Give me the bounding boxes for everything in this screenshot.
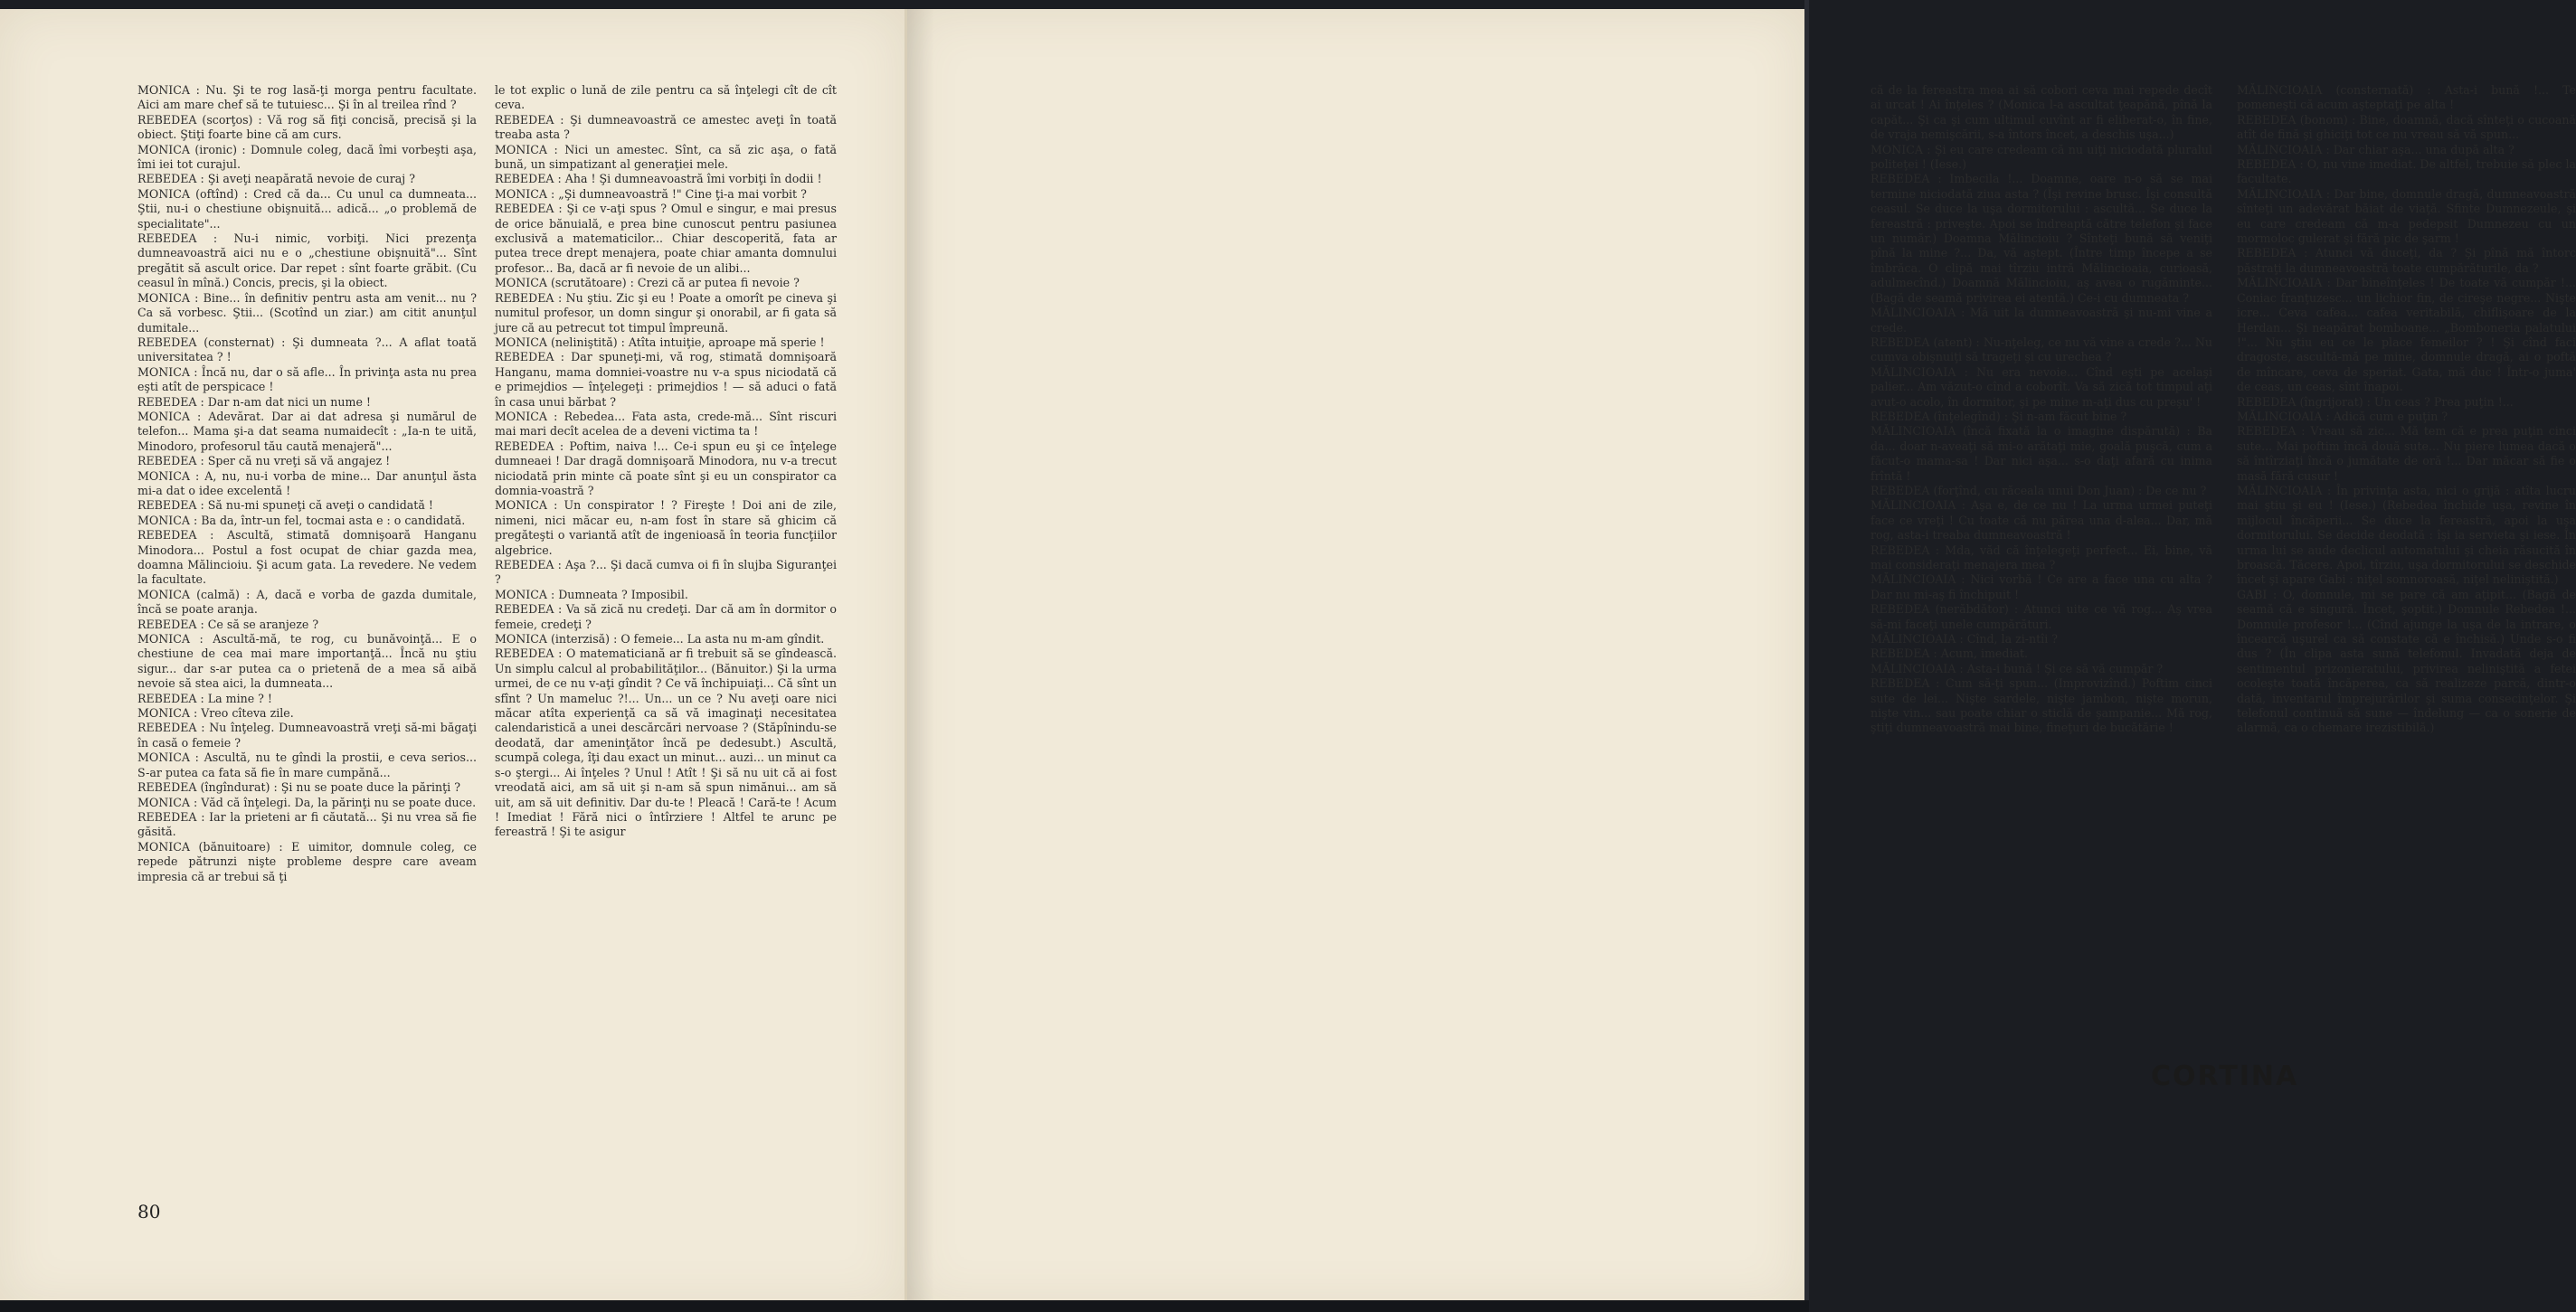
book-cover-edge (1804, 0, 1809, 1312)
right-page-column-1 (1870, 83, 2212, 1033)
curtain-heading: CORTINA (2151, 1061, 2299, 1092)
dialogue-text: le tot explic o lună de zile pentru ca să înţelegi cît de cît ceva. REBEDEA : Şi dumneavoastră ce amestec aveţi în toată treaba asta ? MONICA : Nici un amestec. Sînt, ca să zic aşa, o fată bună, un simpatizant al generaţiei mele. REBEDEA : Aha ! Şi dumneavoastră îmi vorbiţi în dodii ! MONICA : „Şi dumneavoastră !" Cine ţi-a mai vorbit ? REBEDEA : Şi ce v-aţi spus ? Omul e singur, e mai presus de orice bănuială, e prea bine cunoscut pentru pasiunea exclusivă a matematicilor... Chiar descoperită, fata ar putea trece drept menajera, poate chiar amanta domnului profesor... Ba, dacă ar fi nevoie de un alibi... MONICA (scrutătoare) : Crezi că ar putea fi nevoie ? REBEDEA : Nu ştiu. Zic şi eu ! Poate a omorît pe cineva şi numitul profesor, un domn singur şi onorabil, ar fi gata să jure că au petrecut tot timpul împreună. MONICA (neliniştită) : Atîta intuiţie, aproape mă sperie ! REBEDEA : Dar spuneţi-mi, vă rog, stimată domnişoară Hanganu, mama domniei-voastre nu v-a spus niciodată că e primejdios — înţelegeţi : primejdios ! — să aduci o fată în casa unui bărbat ? MONICA : Rebedea... Fata asta, crede-mă... Sînt riscuri mai mari decît acelea de a deveni victima ta ! REBEDEA : Poftim, naiva !... Ce-i spun eu şi ce înţelege dumneaei ! Dar dragă domnişoară Minodora, nu v-a trecut niciodată prin minte că poate sînt şi eu un conspirator ca domnia-voastră ? MONICA : Un conspirator ! ? Fireşte ! Doi ani de zile, nimeni, nici măcar eu, n-am fost în stare să ghicim că pregăteşti o variantă atît de ingenioasă în teoria funcţiilor algebrice. REBEDEA : Aşa ?... Şi dacă cumva oi fi în slujba Siguranţei ? MONICA : Dumneata ? Imposibil. REBEDEA : Va să zică nu credeţi. Dar că am în dormitor o femeie, credeţi ? MONICA (interzisă) : O femeie... La asta nu m-am gîndit. REBEDEA : O matematiciană ar fi trebuit să se gîndească. Un simplu calcul al probabilităţilor... (Bănuitor.) Şi la urma urmei, de ce nu v-aţi gîndit ? Ce vă închipuiaţi... Că sînt un sfînt ? Un mameluc ?!... Un... un ce ? Nu aveţi oare nici măcar atîta experienţă ca să vă imaginaţi necesitatea calendaristică a unei descărcări nervoase ? (Stăpînindu-se deodată, dar ameninţător încă pe dedesubt.) Ascultă, scumpă colega, îţi dau exact un minut... auzi... un minut ca s-o ştergi... Ai înţeles ? Unul ! Atît ! Şi să nu uit că ai fost vreodată aici, am să uit şi n-am să spun nimănui... am să uit, am să uit definitiv. Dar du-te ! Pleacă ! Cară-te ! Acum ! Imediat ! Fără nici o întîrziere ! Altfel te arunc pe fereastră ! Şi te asigur (495, 83, 837, 839)
left-page-column-2 (495, 83, 837, 1064)
gutter-shadow (907, 9, 934, 1309)
dialogue-text: MĂLINCIOAIA (consternată) : Asta-i bună !... Te pomeneşti că acum aşteptaţi pe alta ! REBEDEA (bonom) : Bine, doamnă, dacă sînteţi o cucoană atît de fină şi ghiciţi tot ce nu vreau să vă spun... MĂLINCIOAIA : Dar chiar aşa... una după alta ? REBEDEA : O, nu vine imediat. De altfel, trebuie să plec la facultate. MĂLINCIOAIA : Dar bine, domnule dragă, dumneavoastră sînteţi un adevărat băiat de viaţă. Sfinte Dumnezeule, şi eu care credeam că m-a pedepsit Dumnezeu cu un mormoloc gulerat şi fără pic de şarm ! REBEDEA : Atunci vă duceţi, da ? Şi pînă mă întorc păstraţi la dumneavoastră toate cumpărăturile, da ? MĂLINCIOAIA : Dar bineînţeles ! De toate vă cumpăr !... Coniac franţuzesc... un lichior fin, de cireşe negre... Nişte icre... Ceva cafea... cafea veritabilă, chiflişoare de la Herdan... Şi neapărat bomboane... „Bomboneria palatului !"... Nu ştiu eu ce le place femeilor ? ! Şi cînd faci dragoste, ascultă-mă pe mine, domnule dragă, ai o poftă de mîncare, ceva de speriat. Gata, mă duc ! Într-o juma' de ceas, un ceas, sînt înapoi. REBEDEA (îngrijorat) : Un ceas ? Prea puţin !... MĂLINCIOAIA : Adică cum e puţin ? REBEDEA : Vreau să zic... Mă tem că e prea puţin cinci sute... Mai poftim încă două sute... Nu piere lumea dacă o să întîrziaţi încă o jumătate de oră !... Dar măcar să fie o masă fără cusur ! MĂLINCIOAIA : În privinţa asta, nici o grijă : atîta lucru mai ştiu şi eu ! (Iese.) (Rebedea închide uşa, revine în mijlocul încăperii... Se duce la fereastră, apoi la uşa dormitorului. Se decide deodată : îşi ia servieta şi iese. În urma lui se aude declicul automatului şi cheia răsucită în broască. Tăcere. Apoi, tîrziu, uşa dormitorului se deschide încet şi apare Gabi : niţel somnoroasă, niţel neliniştită.) GABI : O, domnule, mi se pare că am aţipit... (Bagă de seamă că e singură. Încet, şoptit.) Domnule Rebedea !... Domnule profesor !... (Cînd ajunge la uşa de la intrare, o încearcă uşurel ca să constate că e închisă.) Unde s-o fi dus ? (În clipa asta sună telefonul. Invadată deja de sentimentul prizonieratului, privirea neliniştită a fetei ocoleşte toată încăperea, ca să realizeze parcă, dintr-o dată, inventarul împrejurărilor şi suma consecinţelor. Şi telefonul continuă să sune — îndelung — ca o sonerie de alarmă, ca o chemare irezistibilă.) (2237, 83, 2576, 735)
left-page (0, 9, 907, 1309)
dialogue-text: MONICA : Nu. Şi te rog lasă-ţi morga pentru facultate. Aici am mare chef să te tutuiesc... Şi în al treilea rînd ? REBEDEA (scorţos) : Vă rog să fiţi concisă, precisă şi la obiect. Ştiţi foarte bine că am curs. MONICA (ironic) : Domnule coleg, dacă îmi vorbeşti aşa, îmi iei tot curajul. REBEDEA : Şi aveţi neapărată nevoie de curaj ? MONICA (oftînd) : Cred că da... Cu unul ca dumneata... Ştii, nu-i o chestiune obişnuită... adică... „o problemă de specialitate"... REBEDEA : Nu-i nimic, vorbiţi. Nici prezenţa dumneavoastră aici nu e o „chestiune obişnuită"... Sînt pregătit să ascult orice. Dar repet : sînt foarte grăbit. (Cu ceasul în mînă.) Concis, precis, şi la obiect. MONICA : Bine... în definitiv pentru asta am venit... nu ? Ca să vorbesc. Ştii... (Scotînd un ziar.) am citit anunţul dumitale... REBEDEA (consternat) : Şi dumneata ?... A aflat toată universitatea ? ! MONICA : Încă nu, dar o să afle... În privinţa asta nu prea eşti atît de perspicace ! REBEDEA : Dar n-am dat nici un nume ! MONICA : Adevărat. Dar ai dat adresa şi numărul de telefon... Mama şi-a dat seama numaidecît : „Ia-n te uită, Minodoro, profesorul tău caută menajeră"... REBEDEA : Sper că nu vreţi să vă angajez ! MONICA : A, nu, nu-i vorba de mine... Dar anunţul ăsta mi-a dat o idee excelentă ! REBEDEA : Să nu-mi spuneţi că aveţi o candidată ! MONICA : Ba da, într-un fel, tocmai asta e : o candidată. REBEDEA : Ascultă, stimată domnişoară Hanganu Minodora... Postul a fost ocupat de chiar gazda mea, doamna Mălincioiu. Şi acum gata. La revedere. Ne vedem la facultate. MONICA (calmă) : A, dacă e vorba de gazda dumitale, încă se poate aranja. REBEDEA : Ce să se aranjeze ? MONICA : Ascultă-mă, te rog, cu bunăvoinţă... E o chestiune de cea mai mare importanţă... Încă nu ştiu sigur... dar s-ar putea ca o prietenă de a mea să aibă nevoie să stea aici, la dumneata... REBEDEA : La mine ? ! MONICA : Vreo cîteva zile. REBEDEA : Nu înţeleg. Dumneavoastră vreţi să-mi băgaţi în casă o femeie ? MONICA : Ascultă, nu te gîndi la prostii, e ceva serios... S-ar putea ca fata să fie în mare cumpănă... REBEDEA (îngîndurat) : Şi nu se poate duce la părinţi ? MONICA : Văd că înţelegi. Da, la părinţi nu se poate duce. REBEDEA : Iar la prieteni ar fi căutată... Şi nu vrea să fie găsită. MONICA (bănuitoare) : E uimitor, domnule coleg, ce repede pătrunzi nişte probleme despre care aveam impresia că ar trebui să ţi (137, 83, 477, 883)
book-spread (0, 9, 2576, 1312)
page-number: 80 (137, 1201, 161, 1222)
right-page-column-2 (2237, 83, 2576, 1033)
right-page (907, 9, 2576, 1309)
book-bottom-edge (0, 1300, 1809, 1312)
left-page-column-1 (137, 83, 477, 1064)
dialogue-text: că de la fereastra mea ai să cobori ceva mai repede decît ai urcat ! Ai înţeles ? (Monica l-a ascultat ţeapănă, pînă la capăt... Şi ca şi cum ultimul cuvînt ar fi eliberat-o, în fine, de vraja nemişcării, s-a întors încet, a deschis uşa...) MONICA : Şi eu care credeam că nu uiţi niciodată pluralul politeţei ! (Iese.) REBEDEA : Imbecila !... Doamne, oare n-o să se mai termine niciodată ziua asta ? (Îşi revine brusc. Îşi consultă ceasul. Se duce la uşa dormitorului : ascultă... Se duce la fereastră : priveşte. Apoi se îndreaptă către telefon şi face un număr.) Doamna Mălincioiu ? Sînteţi bună să veniţi pînă la mine ?... Da, vă aştept. (Între timp începe a se îmbrăca. O clipă mai tîrziu intră Mălincioaia, curioasă, adulmecînd.) Doamnă Mălincioiu, aş avea o rugăminte... (Bagă de seamă privirea ei atentă.) Ce-i cu dumneata ? MĂLINCIOAIA : Mă uit la dumneavoastră şi nu-mi vine a crede. REBEDEA (atent) : Nu-nţeleg, ce nu vă vine a crede ?... Nu cumva obişnuiţi să trageţi şi cu urechea ? MĂLINCIOAIA : Nu era nevoie... Cînd eşti pe acelaşi palier... Am văzut-o cînd a coborît. Va să zică tot timpul aţi avut-o acolo, în dormitor, şi pe mine m-aţi dus cu preşu' ! REBEDEA (înţelegînd) : Şi n-am făcut bine ? MĂLINCIOAIA (încă fixată la o imagine dispărută) : Ba da... doar n-aveaţi să mi-o arătaţi mie, goală puşcă, cum a făcut-o mama-sa ! Dar nici aşa... s-o daţi afară cu inima frîntă ! REBEDEA (forţînd, cu răceala unui Don Juan) : De ce nu ? MĂLINCIOAIA : Aşa e, de ce nu ! La urma urmei puteţi face ce vreţi ! Cu toate că nu părea una d-alea... Dar, mă rog, asta-i treaba dumneavoastră ! REBEDEA : Mda, văd că înţelegeţi perfect... Ei, bine, vă mai consideraţi menajera mea ? MĂLINCIOAIA : Nici vorbă ! Ce are a face una cu alta ? Dar nu mi-aş fi închipuit ! REBEDEA (nerăbdător) : Atunci uite ce vă rog... Aş vrea să-mi faceţi unele cumpărături. MĂLINCIOAIA : Cînd, la zi-ntîi ? REBEDEA : Acum, imediat. MĂLINCIOAIA : Asta-i bună ! Şi ce să vă cumpăr ? REBEDEA : Cum să-ţi spun... (Improvizînd.) Poftim cinci sute de lei... Nişte sardele, nişte jambon, nişte morun, nişte vin... sau poate chiar o sticlă de şampanie... Mă rog, ştiţi dumneavoastră mai bine, fineţuri de bucătărie ! (1870, 83, 2212, 735)
